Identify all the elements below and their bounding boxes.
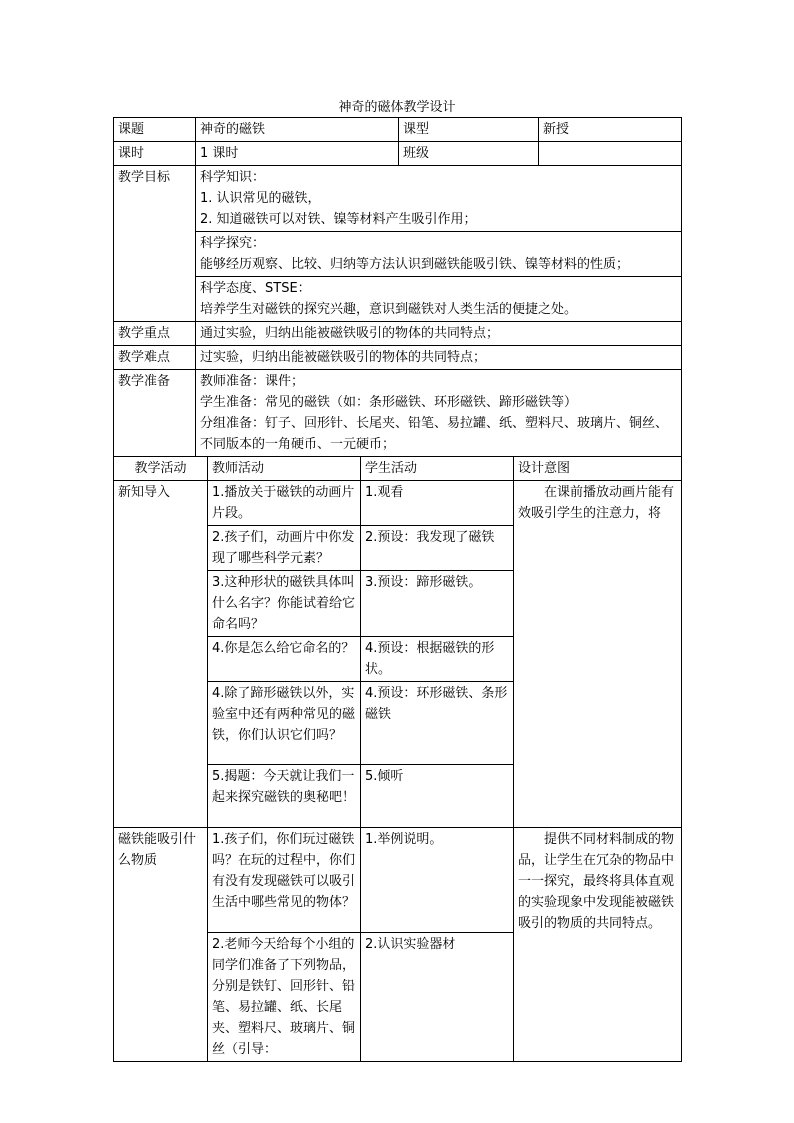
subject-value: 神奇的磁铁 [196,118,399,142]
header-teacher: 教师活动 [208,457,361,481]
class-value [539,142,682,166]
lesson-info-table [113,117,682,457]
key-point-label: 教学重点 [114,322,196,346]
section-name: 磁铁能吸引什么物质 [114,828,208,1062]
knowledge-item: 2. 知道磁铁可以对铁、镍等材料产生吸引作用； [200,212,477,227]
header-activity: 教学活动 [114,457,208,481]
class-label: 班级 [399,142,539,166]
knowledge-cell [196,166,682,232]
teacher-activity: 2.老师今天给每个小组的同学们准备了下列物品，分别是铁钉、回形针、铅笔、易拉罐、纸、长尾夹、塑料尺、玻璃片、铜丝（引导： [208,933,361,1062]
student-activity: 5.倾听 [361,765,514,828]
subject-row [114,118,682,142]
student-preparation: 学生准备：常见的磁铁（如：条形磁铁、环形磁铁、蹄形磁铁等） [200,395,578,410]
goals-label: 教学目标 [114,166,196,322]
design-intent: 在课前播放动画片能有效吸引学生的注意力，将 [514,481,682,828]
inquiry-heading: 科学探究： [200,236,266,251]
type-label: 课型 [399,118,539,142]
student-activity: 4.预设：环形磁铁、条形磁铁 [361,682,514,765]
activities-header-row [114,457,682,481]
teacher-activity: 1.孩子们，你们玩过磁铁吗？在玩的过程中，你们有没有发现磁铁可以吸引生活中哪些常见的物体？ [208,828,361,933]
section-name: 新知导入 [114,481,208,828]
difficulty-row [114,346,682,370]
knowledge-item: 1. 认识常见的磁铁， [200,191,321,206]
key-point-row [114,322,682,346]
student-activity: 1.举例说明。 [361,828,514,933]
document-title: 神奇的磁体教学设计 [338,100,456,115]
goals-attitude-row [114,277,682,322]
hours-label: 课时 [114,142,196,166]
teacher-activity: 5.揭题：今天就让我们一起来探究磁铁的奥秘吧！ [208,765,361,828]
teacher-activity: 4.你是怎么给它命名的？ [208,637,361,682]
attitude-text: 培养学生对磁铁的探究兴趣，意识到磁铁对人类生活的便捷之处。 [200,302,578,317]
design-intent: 提供不同材料制成的物品，让学生在冗杂的物品中一一探究，最终将具体直观的实验现象中发现能被磁铁吸引的物质的共同特点。 [514,828,682,1062]
activity-row [114,481,682,526]
student-activity: 3.预设：蹄形磁铁。 [361,571,514,637]
attitude-cell [196,277,682,322]
difficulty-text: 过实验，归纳出能被磁铁吸引的物体的共同特点； [196,346,682,370]
header-student: 学生活动 [361,457,514,481]
preparation-row [114,370,682,457]
subject-label: 课题 [114,118,196,142]
goals-inquiry-row [114,232,682,277]
activity-row [114,828,682,933]
teacher-activity: 2.孩子们，动画片中你发现了哪些科学元素？ [208,526,361,571]
activities-table [113,456,682,1062]
knowledge-heading: 科学知识： [200,170,266,185]
student-activity: 1.观看 [361,481,514,526]
goals-knowledge-row [114,166,682,232]
header-intent: 设计意图 [514,457,682,481]
teacher-preparation: 教师准备：课件； [200,374,305,389]
student-activity: 2.认识实验器材 [361,933,514,1062]
preparation-label: 教学准备 [114,370,196,457]
hours-value: 1 课时 [196,142,399,166]
hours-row [114,142,682,166]
inquiry-cell [196,232,682,277]
group-preparation: 分组准备：钉子、回形针、长尾夹、铅笔、易拉罐、纸、塑料尺、玻璃片、铜丝、不同版本的一角硬币、一元硬币； [200,416,669,452]
teacher-activity: 1.播放关于磁铁的动画片片段。 [208,481,361,526]
key-point-text: 通过实验，归纳出能被磁铁吸引的物体的共同特点； [196,322,682,346]
student-activity: 2.预设：我发现了磁铁 [361,526,514,571]
preparation-cell [196,370,682,457]
teacher-activity: 4.除了蹄形磁铁以外，实验室中还有两种常见的磁铁，你们认识它们吗？ [208,682,361,765]
difficulty-label: 教学难点 [114,346,196,370]
attitude-heading: 科学态度、STSE： [200,281,311,296]
inquiry-text: 能够经历观察、比较、归纳等方法认识到磁铁能吸引铁、镍等材料的性质； [200,257,630,272]
student-activity: 4.预设：根据磁铁的形状。 [361,637,514,682]
type-value: 新授 [539,118,682,142]
teacher-activity: 3.这种形状的磁铁具体叫什么名字？你能试着给它命名吗？ [208,571,361,637]
